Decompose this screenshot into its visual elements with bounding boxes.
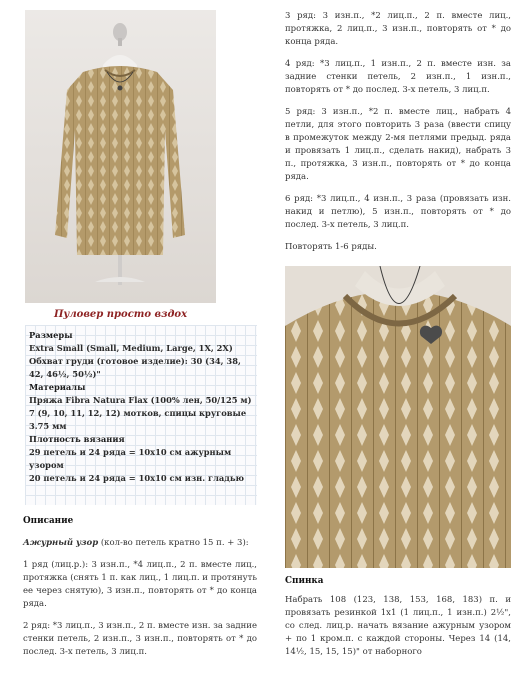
- pattern-row: 5 ряд: 3 изн.п., *2 п. вместе лиц., набрать 4 петли, для этого повторить 3 раза (ввести спицу в промежуток между 2-мя петлями предыд. ряда и провязать 1 лиц.п., сделать накид), набрать 3 п., протяжка, 3 изн.п., повторять от * до конца ряда.: [285, 107, 511, 182]
- description-heading: Описание: [23, 516, 74, 526]
- spec-line: Материалы: [29, 382, 86, 392]
- specs-box: [25, 325, 257, 505]
- spec-line: Extra Small (Small, Medium, Large, 1X, 2X): [29, 343, 233, 353]
- pattern-row: 3 ряд: 3 изн.п., *2 лиц.п., 2 п. вместе лиц., протяжка, 2 лиц.п., 3 изн.п., повторять от * до конца ряда.: [285, 11, 511, 47]
- spec-line: 20 петель и 24 ряда = 10x10 см изн. гладью: [29, 473, 244, 483]
- spec-line: Обхват груди (готовое изделие): 30 (34, 38, 42, 46½, 50½)": [29, 356, 241, 379]
- spec-line: Пряжа Fibra Natura Flax (100% лен, 50/125 м) 7 (9, 10, 11, 12, 12) мотков, спицы круговые 3.75 мм: [29, 395, 252, 431]
- back-heading: Спинка: [285, 576, 324, 586]
- spec-line: Плотность вязания: [29, 434, 125, 444]
- pattern-row: 6 ряд: *3 лиц.п., 4 изн.п., 3 раза (провязать изн. накид и петлю), 5 изн.п., повторять от * до послед. 3-х петель, 3 лиц.п.: [285, 194, 511, 230]
- pattern-rows-column: [285, 10, 511, 263]
- back-text: Набрать 108 (123, 138, 153, 168, 183) п. и провязать резинкой 1x1 (1 лиц.п., 1 изн.п.) 2½", со след. лиц.р. начать вязание ажурным узором + по 1 кром.п. с каждой стороны. Через 14 (14, 14½, 15, 15, 15)" от наборного: [285, 595, 511, 657]
- sweater-photo: [25, 10, 216, 303]
- pattern-repeat: Повторять 1-6 ряды.: [285, 242, 377, 252]
- back-section: [285, 575, 511, 668]
- description-column: [23, 515, 257, 668]
- pattern-title: Пуловер просто вздох: [53, 309, 188, 320]
- spec-line: 29 петель и 24 ряда = 10x10 см ажурным узором: [29, 447, 232, 470]
- pattern-row: 1 ряд (лиц.р.): 3 изн.п., *4 лиц.п., 2 п. вместе лиц., протяжка (снять 1 п. как лиц., 1 лиц.п. и протянуть ее через снятую), 3 изн.п., повторять от * до конца ряда.: [23, 560, 257, 609]
- pattern-row: 2 ряд: *3 лиц.п., 3 изн.п., 2 п. вместе изн. за задние стенки петель, 2 изн.п., 3 изн.п., повторять от * до послед. 3-х петель, 3 лиц.п.: [23, 621, 257, 657]
- pattern-row: 4 ряд: *3 лиц.п., 1 изн.п., 2 п. вместе изн. за задние стенки петель, 2 изн.п., 1 изн.п., повторять от * до послед. 3-х петель, 3 лиц.п.: [285, 59, 511, 95]
- pattern-intro: Ажурный узор (кол-во петель кратно 15 п. + 3):: [23, 538, 249, 548]
- closeup-photo: [285, 266, 511, 568]
- spec-line: Размеры: [29, 330, 73, 340]
